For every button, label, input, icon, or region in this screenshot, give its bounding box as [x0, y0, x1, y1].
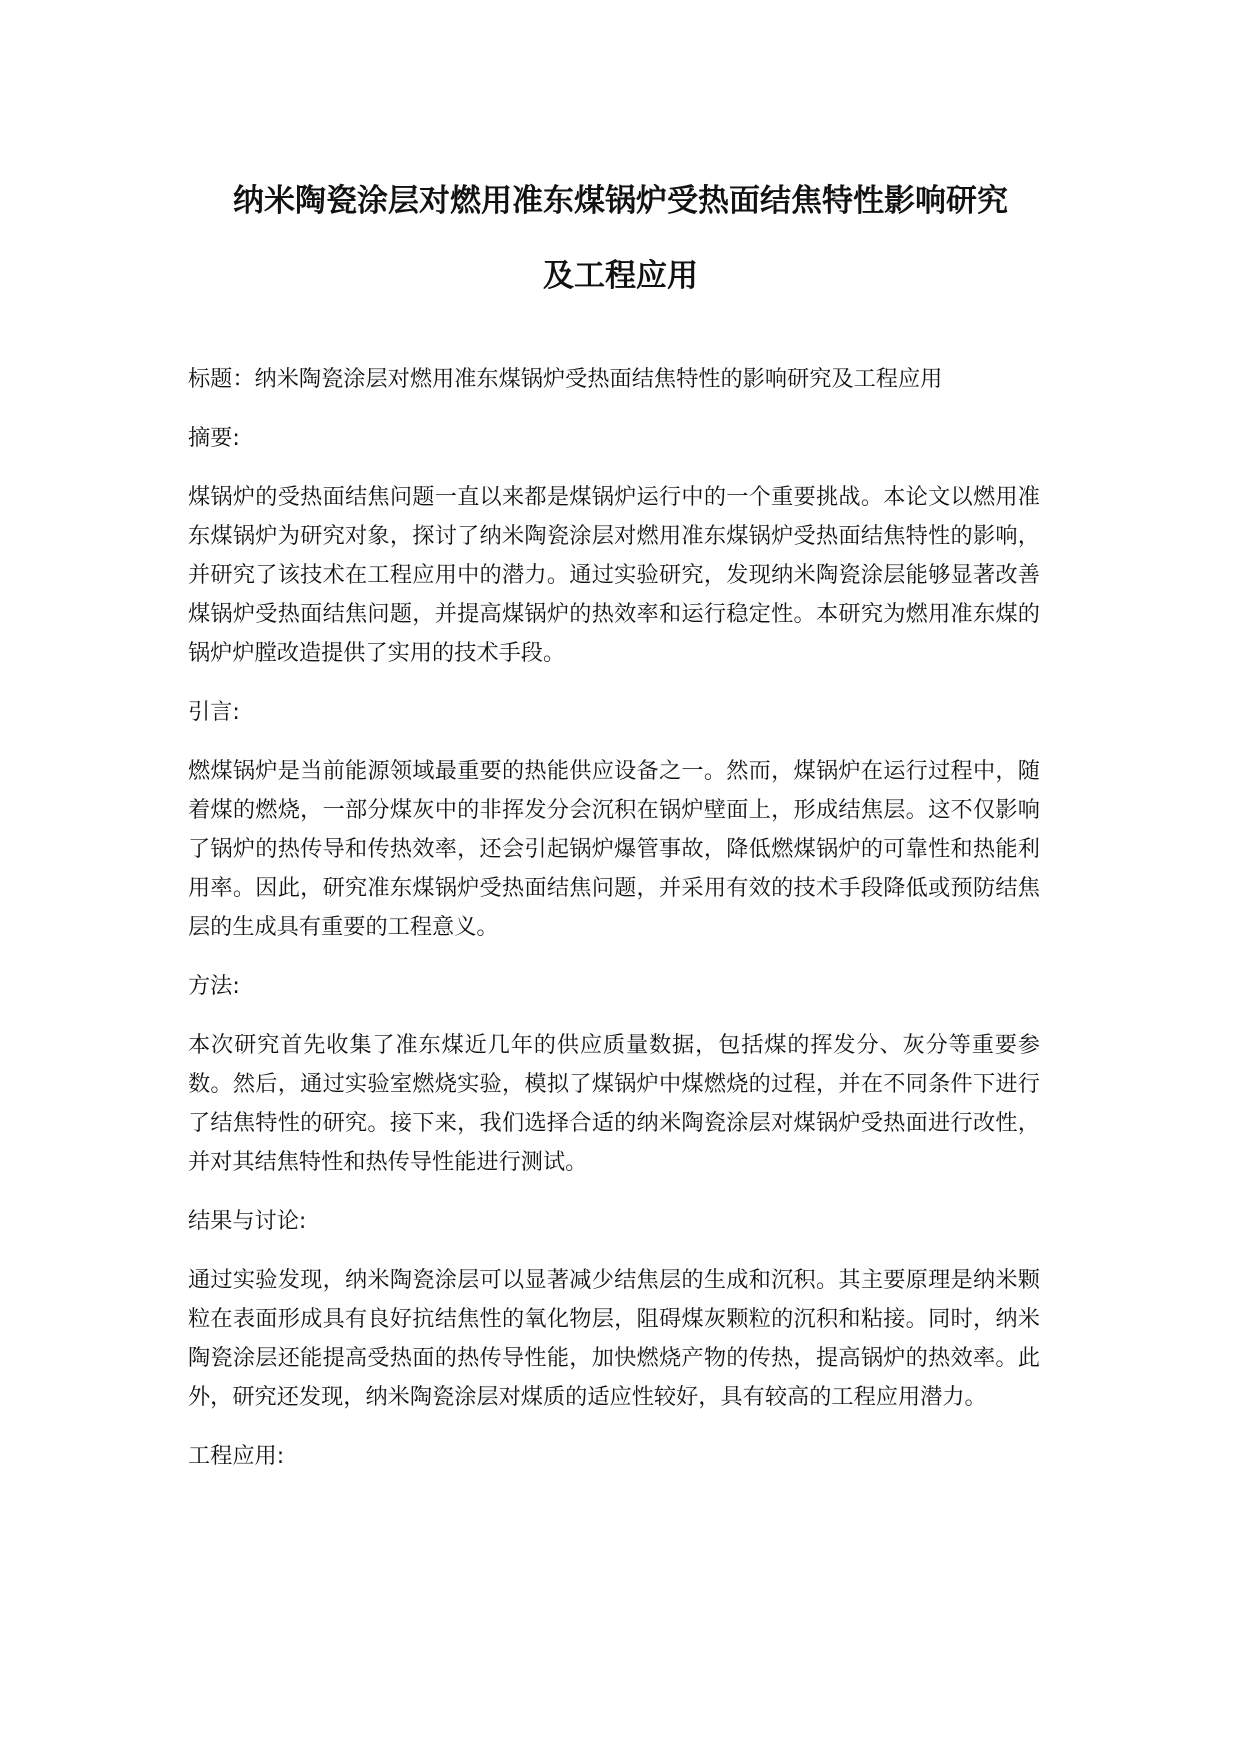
document-title-line-2: 及工程应用 [543, 258, 698, 294]
section-label-method: 方法: [188, 973, 240, 999]
meta-title: 标题：纳米陶瓷涂层对燃用准东煤锅炉受热面结焦特性的影响研究及工程应用 [188, 366, 943, 392]
section-text-method: 本次研究首先收集了准东煤近几年的供应质量数据，包括煤的挥发分、灰分等重要参数。然后，通过实验室燃烧实验，模拟了煤锅炉中煤燃烧的过程，并在不同条件下进行了结焦特性的研究。接下来，我们选择合适的纳米陶瓷涂层对煤锅炉受热面进行改性，并对其结焦特性和热传导性能进行测试。 [188, 1032, 1040, 1175]
section-text-introduction: 燃煤锅炉是当前能源领域最重要的热能供应设备之一。然而，煤锅炉在运行过程中，随着煤的燃烧，一部分煤灰中的非挥发分会沉积在锅炉壁面上，形成结焦层。这不仅影响了锅炉的热传导和传热效率，还会引起锅炉爆管事故，降低燃煤锅炉的可靠性和热能利用率。因此，研究准东煤锅炉受热面结焦问题，并采用有效的技术手段降低或预防结焦层的生成具有重要的工程意义。 [188, 758, 1040, 940]
section-label-results: 结果与讨论: [188, 1208, 307, 1234]
section-label-introduction: 引言: [188, 699, 240, 725]
section-text-abstract: 煤锅炉的受热面结焦问题一直以来都是煤锅炉运行中的一个重要挑战。本论文以燃用准东煤锅炉为研究对象，探讨了纳米陶瓷涂层对燃用准东煤锅炉受热面结焦特性的影响，并研究了该技术在工程应用中的潜力。通过实验研究，发现纳米陶瓷涂层能够显著改善煤锅炉受热面结焦问题，并提高煤锅炉的热效率和运行稳定性。本研究为燃用准东煤的锅炉炉膛改造提供了实用的技术手段。 [188, 484, 1040, 666]
section-text-results: 通过实验发现，纳米陶瓷涂层可以显著减少结焦层的生成和沉积。其主要原理是纳米颗粒在表面形成具有良好抗结焦性的氧化物层，阻碍煤灰颗粒的沉积和粘接。同时，纳米陶瓷涂层还能提高受热面的热传导性能，加快燃烧产物的传热，提高锅炉的热效率。此外，研究还发现，纳米陶瓷涂层对煤质的适应性较好，具有较高的工程应用潜力。 [188, 1267, 1040, 1410]
document-title-line-1: 纳米陶瓷涂层对燃用准东煤锅炉受热面结焦特性影响研究 [233, 183, 1008, 219]
section-label-engineering: 工程应用: [188, 1443, 285, 1469]
section-label-abstract: 摘要: [188, 425, 240, 451]
document-body [188, 360, 1040, 1496]
